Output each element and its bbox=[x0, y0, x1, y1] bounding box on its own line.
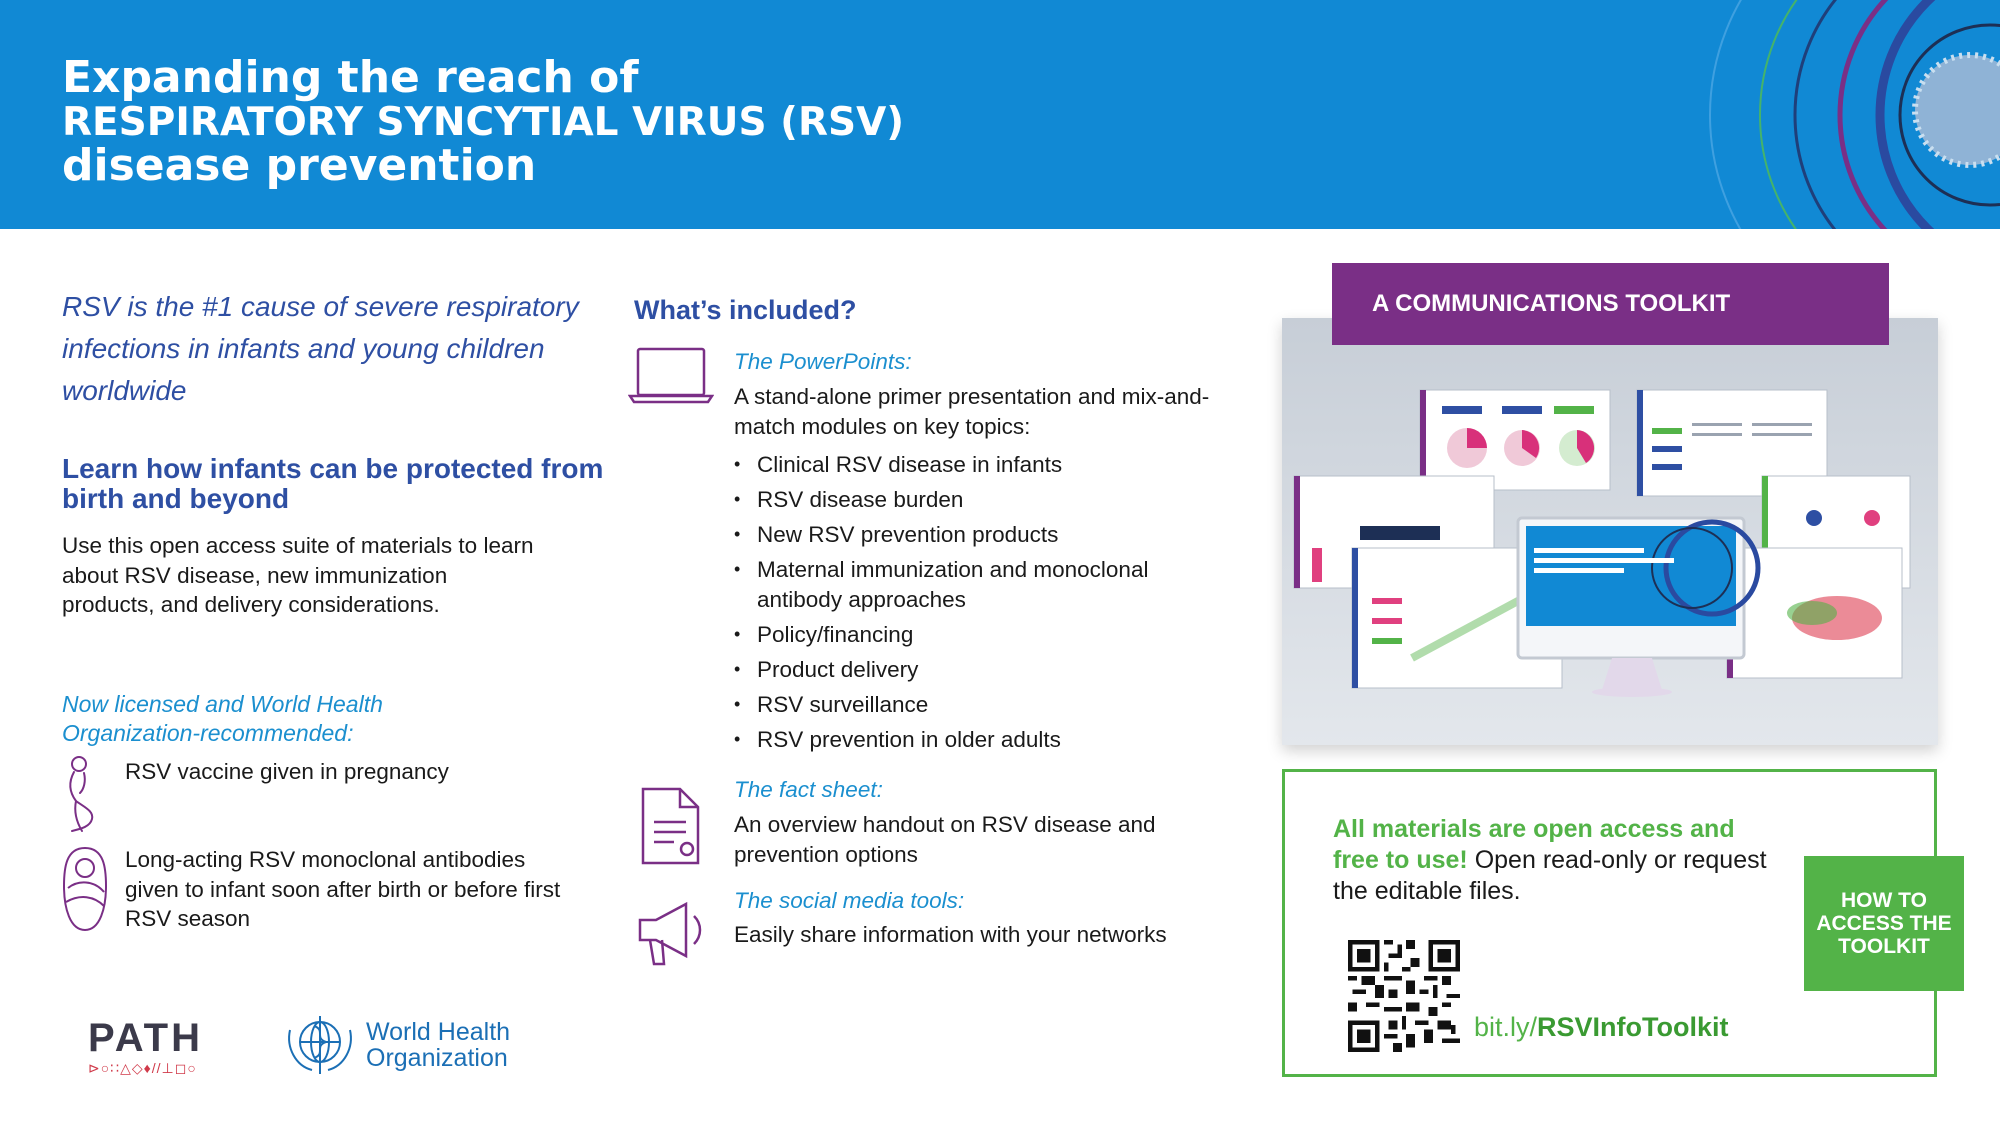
toolkit-link[interactable] bbox=[1474, 1012, 1729, 1043]
laptop-icon bbox=[628, 346, 714, 404]
who-line-1: World Health bbox=[366, 1018, 511, 1046]
qr-code-icon[interactable] bbox=[1348, 940, 1460, 1052]
slides-preview-graphic bbox=[1282, 318, 1938, 745]
title-line-3: disease prevention bbox=[62, 140, 537, 191]
virus-icon bbox=[1915, 55, 2000, 165]
toolkit-preview-image bbox=[1282, 318, 1938, 745]
powerpoints-text: A stand-alone primer presentation and mix-and-match modules on key topics: bbox=[734, 384, 1210, 439]
decorative-rings-graphic bbox=[1380, 0, 2000, 229]
pregnant-person-icon bbox=[62, 755, 106, 833]
social-media-title: The social media tools: bbox=[734, 888, 965, 913]
social-media-text: Easily share information with your networks bbox=[734, 922, 1167, 947]
toolkit-label: A COMMUNICATIONS TOOLKIT bbox=[1332, 263, 1889, 345]
swaddled-infant-icon bbox=[62, 846, 108, 932]
fact-sheet-text: An overview handout on RSV disease and prevention options bbox=[734, 812, 1156, 867]
path-wordmark: PATH bbox=[88, 1016, 203, 1060]
list-item: • Clinical RSV disease in infants bbox=[734, 450, 1214, 480]
vaccine-pregnancy-text: RSV vaccine given in pregnancy bbox=[125, 759, 449, 784]
fact-sheet-title: The fact sheet: bbox=[734, 777, 883, 802]
list-item: • Maternal immunization and monoclonal antibody approaches bbox=[734, 555, 1214, 614]
link-prefix: bit.ly/ bbox=[1474, 1012, 1538, 1042]
lead-statement: RSV is the #1 cause of severe respiratory infections in infants and young children worldwide bbox=[62, 291, 579, 406]
who-line-2: Organization bbox=[366, 1044, 508, 1072]
list-item: • New RSV prevention products bbox=[734, 520, 1214, 550]
powerpoints-title: The PowerPoints: bbox=[734, 349, 912, 374]
list-item: • RSV prevention in older adults bbox=[734, 725, 1214, 755]
who-logo bbox=[282, 1012, 510, 1078]
list-item: • Policy/financing bbox=[734, 620, 1214, 650]
licensed-heading: Now licensed and World Health Organization-recommended: bbox=[62, 691, 383, 746]
topics-list bbox=[734, 450, 1214, 760]
header-banner bbox=[0, 0, 2000, 229]
monoclonal-antibodies-text: Long-acting RSV monoclonal antibodies given to infant soon after birth or before first RSV season bbox=[125, 847, 561, 931]
path-logo bbox=[88, 1018, 203, 1077]
path-glyph-row: ⊳○∷△◇♦//⊥◻○ bbox=[88, 1060, 197, 1076]
access-rest: Open read-only or request the editable files. bbox=[1333, 846, 1767, 905]
who-emblem-icon bbox=[282, 1012, 358, 1078]
who-name bbox=[366, 1019, 510, 1071]
learn-text: Use this open access suite of materials to learn about RSV disease, new immunization products, and delivery considerations. bbox=[62, 533, 534, 617]
list-item: • Product delivery bbox=[734, 655, 1214, 685]
list-item: • RSV disease burden bbox=[734, 485, 1214, 515]
access-description bbox=[1333, 814, 1773, 907]
list-item: • RSV surveillance bbox=[734, 690, 1214, 720]
title-line-2: RESPIRATORY SYNCYTIAL VIRUS (RSV) bbox=[62, 100, 905, 145]
megaphone-icon bbox=[636, 898, 708, 968]
whats-included-heading: What’s included? bbox=[634, 295, 857, 325]
access-highlight: All materials are open access and free to use! bbox=[1333, 815, 1735, 874]
document-icon bbox=[640, 786, 702, 866]
link-bold: RSVInfoToolkit bbox=[1537, 1012, 1729, 1042]
how-to-access-button[interactable]: HOW TO ACCESS THE TOOLKIT bbox=[1804, 856, 1964, 991]
title-line-1: Expanding the reach of bbox=[62, 52, 639, 103]
learn-heading: Learn how infants can be protected from birth and beyond bbox=[62, 453, 604, 514]
